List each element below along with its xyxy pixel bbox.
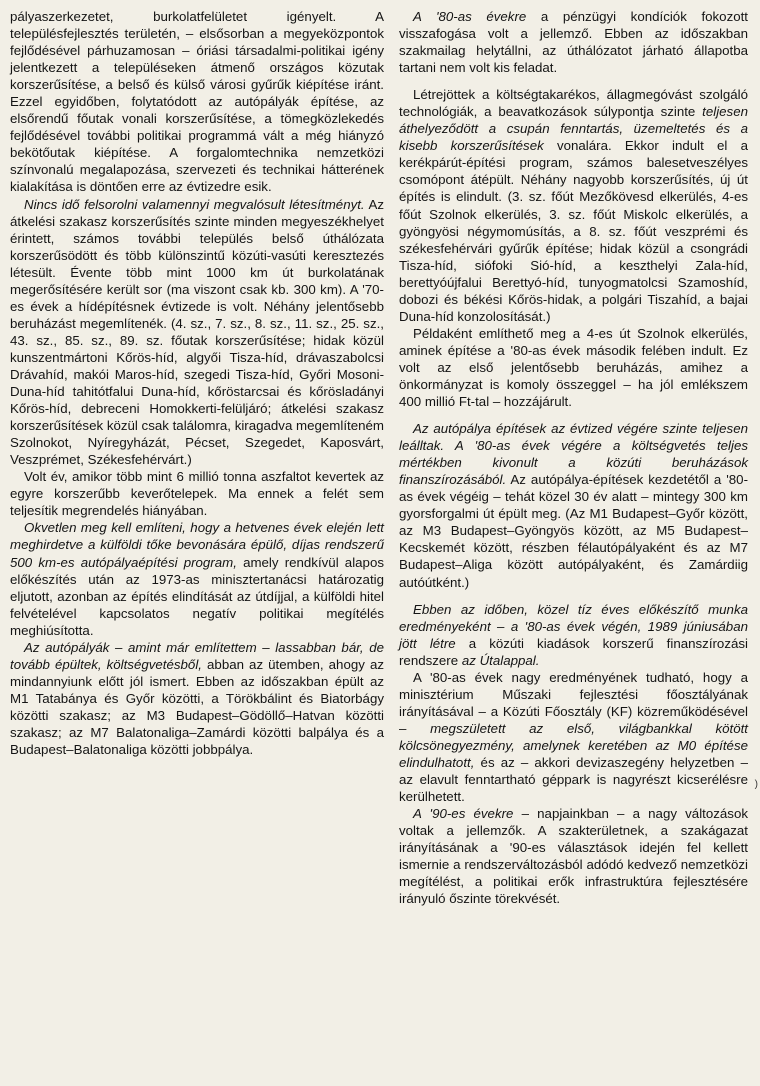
right-text-column	[399, 8, 748, 907]
right-paragraph-7	[399, 805, 748, 907]
emphasized-text: Az autópálya építések az évtized végére szinte teljesen leálltak. A '80-as évek végére a költségvetés teljes mértékben kivonult a közúti beruházások finanszírozásából.	[399, 421, 748, 488]
body-text: a pénzügyi kondíciók fokozott visszafogása volt a jellemző. Ebben az időszakban szakmailag helytállni, az úthálózatot járható állapotba tartani nem volt kis feladat.	[399, 9, 749, 76]
body-text: Az átkelési szakasz korszerűsítés szinte minden megyeszékhelyet érintett, számos további település belső úthálózata korszerűsödött és több különszintű közúti-vasúti keresztezés létesült. Évente több mint 1000 km út burkolatának megerősítésére került sor (ma viszont csak kb. 300 km). A '70-es évek a hídépítésnek évtizede is volt. Néhány jelentősebb beruházást megemlítenék. (4. sz., 7. sz., 8. sz., 11. sz., 25. sz., 43. sz., 85. sz., 89. sz. főutak korszerűsítése; hidak közül kunszentmártoni Kőrös-híd, algyői Tisza-híd, drávaszabolcsi Drávahíd, makói Maros-híd, szegedi Tisza-híd, Győri Mosoni-Duna-híd tahitótfalui Duna-híd, kőröstarcsai és kőrösladányi Kőrös-híd, debreceni Homokkerti-felüljáró; átkelési szakasz korszerűsítések közül csak találomra, kiragadva megemlíteném Szolnokot, Nyíregyházát, Pécset, Szegedet, Kaposvárt, Veszprémet, Székesfehérvárt.)	[10, 196, 384, 468]
body-text: vonalára. Ekkor indult el a kerékpárút-építési program, számos balesetveszélyes csomópont átépült. Néhány nagyobb korszerűsítés, új út építés is elindult. (3. sz. főút Mezőkövesd elkerülés, 4-es főút Szolnok elkerülés, 3. sz. főút Miskolc elkerülés, a gyöngyösi négymomúsítás, a 8. sz. főút veszprémi és székesfehérvári gyűrűk építése; hidak közül a csongrádi Tisza-híd, siófoki Sió-híd, a keszthelyi Zala-híd, berettyóújfalui Berettyó-híd, tunyogmatolcsi Szamoshíd, dobozi és békési Kőrös-hidak, a polgári Tiszahíd, a bajai Duna-híd konzolosítását.)	[399, 138, 748, 324]
left-paragraph-3	[10, 468, 384, 519]
left-text-column	[10, 8, 384, 758]
body-text: abban az ütemben, ahogy az mindannyiunk előtt jól ismert. Ebben az időszakban épült az M1 Tatabánya és Győr közötti, a Törökbálint és Biatorbágy közötti szakasz; az M3 Budapest–Gödöllő–Hatvan közötti szakasz; az M7 Balatonaliga–Zamárdi közötti balpálya és a Budapest–Balatonaliga közötti jobbpálya.	[10, 656, 384, 758]
left-paragraph-4	[10, 519, 384, 638]
margin-mark: )	[754, 779, 758, 790]
emphasized-text: az Útalappal.	[461, 652, 540, 668]
body-text: – napjainkban – a nagy változások voltak a jellemzők. A szakterületnek, a szakágazat irányításának a '90-es választások idején fel kellett ismernie a rendszerváltozásból adódó kedvező nemzetközi megítélést, a politikai erők infrastruktúra fejlesztésére irányuló őszinte törekvését.	[399, 806, 748, 907]
right-paragraph-5	[399, 601, 748, 669]
left-paragraph-1	[10, 8, 384, 196]
emphasized-text: Ebben az időben, közel tíz éves előkészítő munka eredményeként – a '80-as évek végén, 1989 júniusában jött létre	[399, 601, 748, 651]
body-text: és az – akkori devizaszegény helyzetben – az elavult fenntartható géppark is nagyrészt kicserélésre kerülhetett.	[399, 754, 748, 805]
right-paragraph-3	[399, 325, 748, 410]
left-paragraph-2	[10, 196, 384, 469]
emphasized-text: Az autópályák – amint már említettem – lassabban bár, de tovább épültek, költségvetésből,	[10, 639, 384, 672]
right-paragraph-6	[399, 669, 748, 805]
body-text: Példaként említhető meg a 4-es út Szolnok elkerülés, aminek építése a '80-as évek második felében indult. Ez volt az első jelentősebb beruházás, amihez a önkormányzat is komoly összeggel – ha jól emlékszem 400 millió Ft-tal – hozzájárult.	[399, 325, 748, 410]
emphasized-text: A '90-es évekre	[413, 806, 514, 822]
right-paragraph-1	[399, 8, 748, 76]
body-text: Volt év, amikor több mint 6 millió tonna aszfaltot kevertek az egyre korszerűbb keverőtelepek. Ma ennek a felét sem teljesítik megrendelés hiányában.	[10, 469, 384, 519]
body-text: Az autópálya-építések kezdetétől a '80-as évek végéig – tehát közel 30 év alatt – mintegy 300 km gyorsforgalmi út épült meg. (Az M1 Budapest–Győr között, az M3 Budapest–Gyöngyös között, az M5 Budapest–Kecskemét között, részben félautópályaként és az M7 Budapest–Aliga között autópályaként, és Zamárdiig autóútként.)	[399, 472, 748, 590]
body-text: a közúti kiadások korszerű finanszírozási rendszere	[399, 635, 748, 668]
emphasized-text: A '80-as évekre	[413, 9, 527, 24]
body-text: A '80-as évek nagy eredményének tudható, hogy a minisztérium Műszaki fejlesztési főosztályának irányításával – a Közúti Főosztály (KF) közreműködésével –	[399, 669, 748, 736]
emphasized-text: megszületett az első, világbankkal kötött kölcsönegyezmény, amelynek keretében az M0 építése elindulhatott,	[399, 720, 748, 770]
emphasized-text: Nincs idő felsorolni valamennyi megvalósult létesítményt.	[24, 196, 365, 212]
right-paragraph-2	[399, 86, 748, 325]
body-text: Létrejöttek a költségtakarékos, állagmegóvást szolgáló technológiák, a beavatkozások súlypontja szinte	[399, 87, 748, 120]
emphasized-text: teljesen áthelyeződött a csupán fenntartás, üzemeltetés és a kisebb korszerűsítések	[399, 104, 748, 154]
body-text: pályaszerkezetet, burkolatfelületet igényelt. A településfejlesztés területén, – elsősorban a megyeközpontok fejlődésével párhuzamosan – óriási társadalmi-politikai igény jelentkezett a településeken átmenő országos közutak korszerűsítése, a belső és külső városi gyűrűk kiépítése iránt. Ezzel egyidőben, folytatódott az autópályák építése, az elsőrendű főutak vonali korszerűsítése, a tömegközlekedés fejlődésével további politikai programmá vált a még hiányzó bekötőutak kiépítése. A forgalomtechnika nemzetközi színvonalú megalapozása, szervezeti és technikai hátterének kialakítása is döntően erre az évtizedre esik.	[10, 9, 384, 195]
left-paragraph-5	[10, 639, 384, 758]
body-text: amely rendkívül alapos előkészítés után az 1973-as minisztertanácsi határozatig eljutott, azonban az építés elindítását az útdíjjal, a külföldi hitel felvételével kapcsolatos negatív politikai megítélés meghiúsította.	[10, 554, 384, 638]
right-paragraph-4	[399, 420, 748, 590]
emphasized-text: Okvetlen meg kell említeni, hogy a hetvenes évek elején lett meghirdetve a külföldi tőke bevonására épülő, díjas rendszerű 500 km-es autópályaépítési program,	[10, 520, 384, 570]
